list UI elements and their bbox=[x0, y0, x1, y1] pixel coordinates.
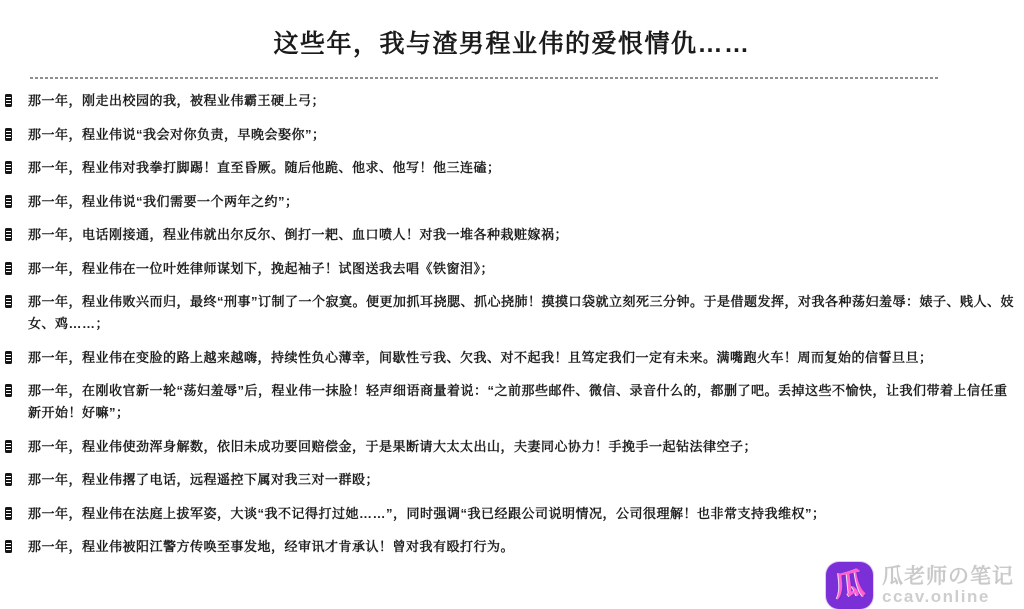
list-item-text: 那一年，程业伟败兴而归，最终“刑事”订制了一个寂寞。便更加抓耳挠腮、抓心挠肺！摸摸口袋就立刻死三分钟。于是借题发挥，对我各种荡妇羞辱：婊子、贱人、妓女、鸡……； bbox=[28, 294, 1015, 331]
list-item-text: 那一年，程业伟被阳江警方传唤至事发地，经审讯才肯承认！曾对我有殴打行为。 bbox=[28, 539, 515, 554]
list-item bbox=[5, 469, 1018, 491]
note-bullet-icon bbox=[5, 351, 12, 364]
list-item-text: 那一年，刚走出校园的我，被程业伟霸王硬上弓； bbox=[28, 93, 326, 108]
note-bullet-icon bbox=[5, 262, 12, 275]
list-item-text: 那一年，程业伟在法庭上拔军姿，大谈“我不记得打过她……”，同时强调“我已经跟公司说明情况，公司很理解！也非常支持我维权”； bbox=[28, 505, 826, 521]
watermark-title: 瓜老师の笔记 bbox=[882, 564, 1014, 588]
list-item-text: 那一年，程业伟撂了电话，远程遥控下属对我三对一群殴； bbox=[28, 472, 380, 487]
list-item bbox=[5, 90, 1018, 112]
list-item-text: 那一年，程业伟说“我们需要一个两年之约”； bbox=[28, 193, 299, 209]
list-item-text: 那一年，程业伟在变脸的路上越来越嗨，持续性负心薄幸，间歇性亏我、欠我、对不起我！且笃定我们一定有未来。满嘴跑火车！周而复始的信誓旦旦； bbox=[28, 349, 933, 365]
note-bullet-icon bbox=[5, 161, 12, 174]
list-item bbox=[5, 536, 1018, 558]
note-bullet-icon bbox=[5, 295, 12, 308]
note-bullet-icon bbox=[5, 195, 12, 208]
note-bullet-icon bbox=[5, 440, 12, 453]
list-item bbox=[5, 347, 1018, 369]
note-bullet-icon bbox=[5, 94, 12, 107]
watermark-url: ccav.online bbox=[882, 586, 990, 606]
page-title: 这些年，我与渣男程业伟的爱恨情仇…… bbox=[273, 30, 751, 58]
melon-logo-icon: 瓜 bbox=[832, 567, 867, 603]
note-bullet-icon bbox=[5, 473, 12, 486]
list-item-text: 那一年，程业伟使劲浑身解数，依旧未成功要回赔偿金，于是果断请大太太出山，夫妻同心协力！手挽手一起钻法律空子； bbox=[28, 438, 758, 454]
watermark bbox=[826, 562, 1014, 609]
list-item bbox=[5, 157, 1018, 179]
note-bullet-icon bbox=[5, 384, 12, 397]
list-item bbox=[5, 124, 1018, 146]
note-bullet-icon bbox=[5, 507, 12, 520]
list-item bbox=[5, 191, 1018, 213]
list-item bbox=[5, 291, 1018, 335]
list-item bbox=[5, 436, 1018, 458]
item-list bbox=[5, 90, 1018, 558]
list-item-text: 那一年，电话刚接通，程业伟就出尔反尔、倒打一耙、血口喷人！对我一堆各种栽赃嫁祸； bbox=[28, 227, 569, 242]
watermark-text bbox=[882, 566, 1014, 606]
watermark-logo bbox=[826, 562, 873, 609]
note-bullet-icon bbox=[5, 540, 12, 553]
list-item bbox=[5, 380, 1018, 424]
note-bullet-icon bbox=[5, 228, 12, 241]
list-item bbox=[5, 258, 1018, 280]
note-bullet-icon bbox=[5, 128, 12, 141]
list-item-text: 那一年，程业伟对我拳打脚踢！直至昏厥。随后他跪、他求、他写！他三连磕； bbox=[28, 160, 501, 175]
dashed-divider bbox=[30, 77, 938, 79]
list-item-text: 那一年，程业伟说“我会对你负责，早晚会娶你”； bbox=[28, 126, 326, 142]
list-item-text: 那一年，在刚收官新一轮“荡妇羞辱”后，程业伟一抹脸！轻声细语商量着说：“之前那些邮件、微信、录音什么的，都删了吧。丢掉这些不愉快，让我们带着上信任重新开始！好嘛”； bbox=[28, 383, 1008, 420]
list-item bbox=[5, 503, 1018, 525]
list-item bbox=[5, 224, 1018, 246]
list-item-text: 那一年，程业伟在一位叶姓律师谋划下，挽起袖子！试图送我去唱《铁窗泪》； bbox=[28, 260, 495, 276]
